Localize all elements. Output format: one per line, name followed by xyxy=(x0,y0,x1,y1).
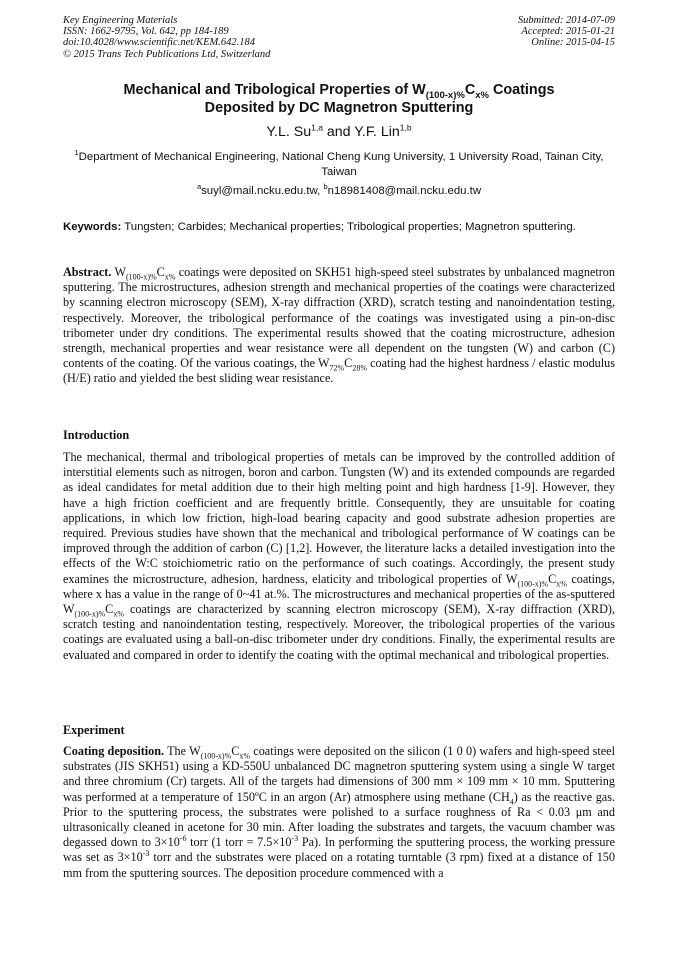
keywords-label: Keywords: xyxy=(63,221,122,233)
keywords: Keywords: Tungsten; Carbides; Mechanical properties; Tribological properties; Magnetron sputtering. xyxy=(63,221,576,233)
journal-info xyxy=(63,15,270,60)
submitted-date: Submitted: 2014-07-09 xyxy=(517,15,615,26)
abstract: Abstract. $W_{(100-x)\%}C_{x\%}$ coatings were deposited on SKH51 high-speed steel substrates by unbalanced magnetron sputtering. The microstructures, adhesion strength and mechanical properties of the coatings were characterized by scanning electron microscopy (SEM), X-ray diffraction (XRD), scratch testing and nanoindentation testing, respectively. Moreover, the tribological performance of the coatings was investigated using a pin-on-disc tribometer under dry conditions. The experimental results showed that the coating microstructure, adhesion strength, mechanical properties and wear resistance were all dependent on the tungsten (W) and carbon (C) contents of the coating. Of the various coatings, the $W_{72\%}C_{28\%}$ coating had the highest hardness / elastic modulus (H/E) ratio and yielded the best sliding wear resistance. xyxy=(63,265,615,386)
introduction-text: The mechanical, thermal and tribological properties of metals can be improved by the controlled addition of interstitial elements such as nitrogen, boron and carbon. Tungsten (W) and its extended compounds are regarded as ideal candidates for metal addition due to their high melting point and high hardness [1-9]. However, they have a high friction coefficient and are frequently brittle. Consequently, they are unsuitable for coating applications, in which low friction, high-load bearing capacity and good substrate adhesion properties are required. Previous studies have shown that the mechanical and tribological performance of W coatings can be improved through the addition of carbon (C) [1,2]. However, the literature lacks a detailed investigation into the effects of the W:C stoichiometric ratio on the performance of such coatings. Accordingly, the present study examines the microstructure, adhesion, hardness, elaticity and tribological properties of $W_{(100-x)\%}C_{x\%}$ coatings, where x has a value in the range of 0~41 at.%. The microstructures and mechanical properties of the as-sputtered $W_{(100-x)\%}C_{x\%}$ coatings are characterized by scanning electron microscopy (SEM), X-ray diffraction (XRD), scratch testing and nanoindentation testing, respectively. Moreover, the tribological properties of the various coatings are evaluated using a ball-on-disc tribometer under dry conditions. Finally, the experimental results are evaluated and compared in order to identify the coating with the optimal mechanical and tribological properties. xyxy=(63,450,615,662)
coating-deposition-label: Coating deposition. xyxy=(63,744,165,758)
introduction-heading: Introduction xyxy=(63,428,130,442)
author-list: Y.L. Su$^{1,a}$ and Y.F. Lin$^{1,b}$ xyxy=(266,122,412,140)
author-emails: $^a$suyl@mail.ncku.edu.tw, $^b$n18981408@mail.ncku.edu.tw xyxy=(196,182,482,197)
paper-title: Mechanical and Tribological Properties of $W_{(100-x)\%}C_{x\%}$ Coatings Deposited by DC Magnetron Sputtering xyxy=(123,82,555,116)
experiment-text: Coating deposition. The $W_{(100-x)\%}C_{x\%}$ coatings were deposited on the silicon (1 0 0) wafers and high-speed steel substrates (JIS SKH51) using a KD-550U unbalanced DC magnetron sputtering system using a single W target and three chromium (Cr) targets. All of the targets had dimensions of 300 mm × 109 mm × 10 mm. Sputtering was performed at a temperature of 150ºC in an argon (Ar) atmosphere using methane $(CH_4)$ as the reactive gas. Prior to the sputtering process, the substrates were polished to a surface roughness of Ra < 0.03 μm and ultrasonically cleaned in acetone for 30 min. After loading the substrates and targets, the vacuum chamber was degassed down to $3\times 10^{-6}$ torr (1 torr = $7.5\times 10^{-3}$ Pa). In performing the sputtering process, the working pressure was set as $3\times 10^{-3}$ torr and the substrates were placed on a rotating turntable (3 rpm) fixed at a distance of 150 mm from the sputtering sources. The deposition procedure commenced with a xyxy=(63,744,615,880)
author-1: Y.L. Su xyxy=(266,124,312,140)
journal-copyright: © 2015 Trans Tech Publications Ltd, Switzerland xyxy=(63,48,271,60)
experiment-heading: Experiment xyxy=(63,723,125,737)
journal-issn: ISSN: 1662-9795, Vol. 642, pp 184-189 xyxy=(63,26,229,38)
accepted-date: Accepted: 2015-01-21 xyxy=(521,26,615,38)
submission-dates xyxy=(518,15,615,49)
email-b: n18981408@mail.ncku.edu.tw xyxy=(327,185,482,197)
abstract-label: Abstract. xyxy=(63,265,112,279)
author-2: Y.F. Lin xyxy=(354,124,400,140)
journal-doi: doi:10.4028/www.scientific.net/KEM.642.184 xyxy=(63,37,255,49)
online-date: Online: 2015-04-15 xyxy=(531,37,615,49)
affiliation: $^1$Department of Mechanical Engineering, National Cheng Kung University, 1 University Road, Tainan City, Taiwan xyxy=(74,148,604,178)
email-a: suyl@mail.ncku.edu.tw, xyxy=(201,185,324,197)
journal-name: Key Engineering Materials xyxy=(63,15,178,26)
